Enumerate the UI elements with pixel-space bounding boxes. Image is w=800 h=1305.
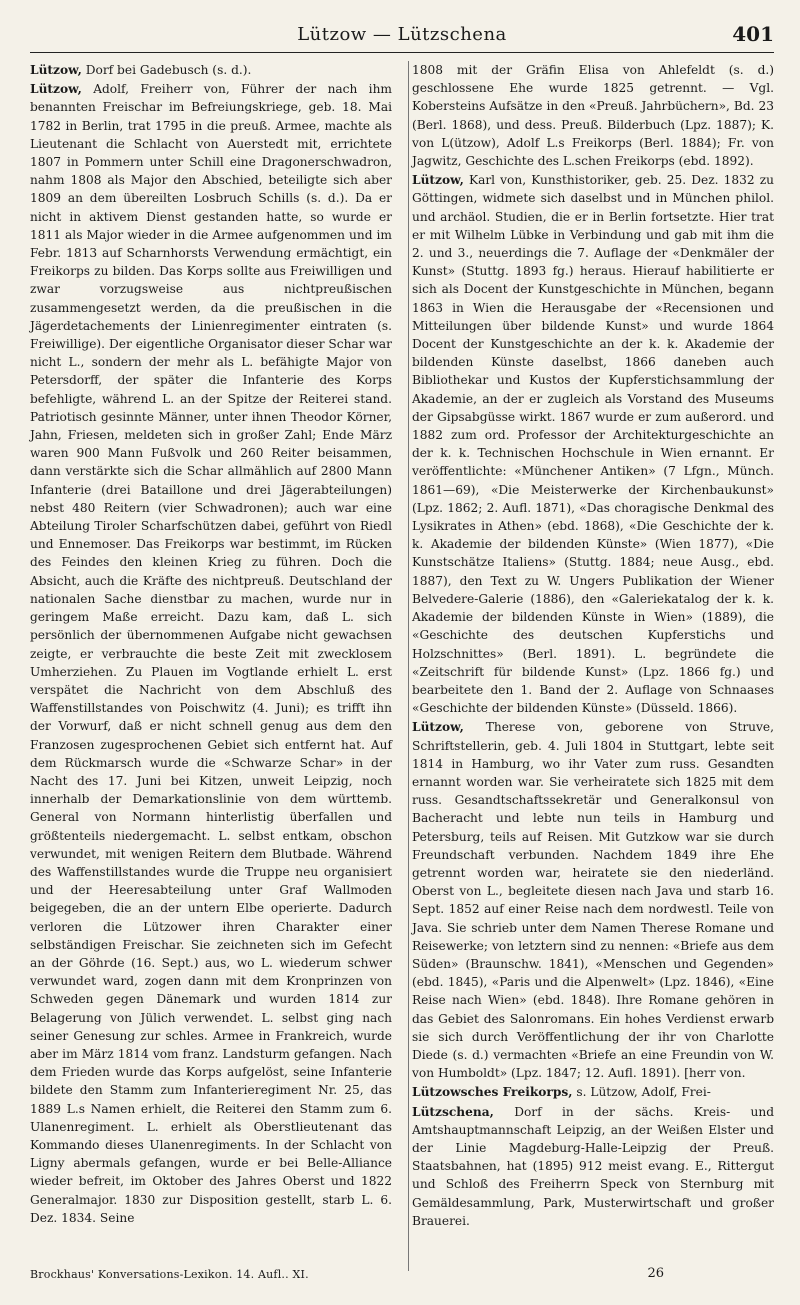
entry-paragraph [412, 1083, 774, 1101]
entry-text: Therese von, geborene von Struve, Schriftstellerin, geb. 4. Juli 1804 in Stuttgart, lebte seit 1814 in Hamburg, wo ihr Vater zum russ. Gesandten ernannt worden war. Sie verheiratete sich 1825 mit dem russ. Gesandtschaftssekretär und Generalkonsul von Bacheracht und lebte nun teils in Hamburg und Petersburg, teils auf Reisen. Mit Gutzkow war sie durch Freundschaft verbunden. Nachdem 1849 ihre Ehe getrennt worden war, heiratete sie den niederländ. Oberst von L., begleitete diesen nach Java und starb 16. Sept. 1852 auf einer Reise nach dem nordwestl. Teile von Java. Sie schrieb unter dem Namen Therese Romane und Reisewerke; von letztern sind zu nennen: «Briefe aus dem Süden» (Braunschw. 1841), «Menschen und Gegenden» (ebd. 1845), «Paris und die Alpenwelt» (Lpz. 1846), «Eine Reise nach Wien» (ebd. 1848). Ihre Romane gehören in das Gebiet des Salonromans. Ein hohes Verdienst erwarb sie sich durch Veröffentlichung der ihr von Charlotte Diede (s. d.) vermachten «Briefe an eine Freundin von W. von Humboldt» (Lpz. 1847; 12. Aufl. 1891). [herr von. [412, 720, 774, 1081]
entry-headword: Lützow, [412, 173, 464, 188]
right-column [412, 61, 774, 1230]
entry-text: Dorf in der sächs. Kreis- und Amtshauptmannschaft Leipzig, an der Weißen Elster und der Linie Magdeburg-Halle-Leipzig der Preuß. Staatsbahnen, hat (1895) 912 meist evang. E., Rittergut und Schloß des Freiherrn Speck von Sternburg mit Gemäldesammlung, Park, Musterwirtschaft und großer Brauerei. [412, 1104, 774, 1228]
entry-text: Dorf bei Gadebusch (s. d.). [81, 63, 252, 77]
column-divider [408, 61, 409, 1271]
entry-text: s. Lützow, Adolf, Frei- [572, 1085, 711, 1100]
entry-text: 1808 mit der Gräfin Elisa von Ahlefeldt (s. d.) geschlossene Ehe wurde 1825 getrennt. — Vgl. Kobersteins Aufsätze in den «Preuß. Jahrbüchern», Bd. 23 (Berl. 1868), und dess. Preuß. Bilderbuch (Lpz. 1887); K. von L(ützow), Adolf L.s Freikorps (Berl. 1884); Fr. von Jagwitz, Geschichte des L.schen Freikorps (ebd. 1892). [412, 63, 774, 169]
entry-paragraph [30, 61, 392, 79]
entry-headword: Lützow, [412, 720, 464, 735]
entry-text: Adolf, Freiherr von, Führer der nach ihm benannten Freischar im Befreiungskriege, geb. 18. Mai 1782 in Berlin, trat 1795 in die preuß. Armee, machte als Lieutenant die Schlacht von Auerstedt mit, errichtete 1807 in Pommern unter Schill eine Dragonerschwadron, nahm 1808 als Major den Abschied, beteiligte sich aber 1809 an dem übereilten Losbruch Schills (s. d.). Da er nicht in aktivem Dienst gestanden hatte, so wurde er 1811 als Major wieder in die Armee aufgenommen und im Febr. 1813 auf Scharnhorsts Verwendung ermächtigt, ein Freikorps zu bilden. Das Korps sollte aus Freiwilligen und zwar vorzugsweise aus nichtpreußischen zusammengesetzt werden, da die preußischen in die Jägerdetachements der Linienregimenter eintraten (s. Freiwillige). Der eigentliche Organisator dieser Schar war nicht L., sondern der mehr als L. befähigte Major von Petersdorff, der später die Infanterie des Korps befehligte, während L. an der Spitze der Reiterei stand. Patriotisch gesinnte Männer, unter ihnen Theodor Körner, Jahn, Friesen, meldeten sich in großer Zahl; Ende März waren 900 Mann Fußvolk und 260 Reiter beisammen, dann verstärkte sich die Schar allmählich auf 2800 Mann Infanterie (drei Bataillone und drei Jägerabteilungen) nebst 480 Reitern (vier Schwadronen); auch war eine Abteilung Tiroler Scharfschützen dabei, geführt von Riedl und Ennemoser. Das Freikorps war bestimmt, im Rücken des Feindes den kleinen Krieg zu führen. Doch die Absicht, auch die Kräfte des nichtpreuß. Deutschland der nationalen Sache dienstbar zu machen, wurde nur in geringem Maße erreicht. Dazu kam, daß L. sich persönlich der übernommenen Aufgabe nicht gewachsen zeigte, er verbrauchte die beste Zeit mit zwecklosem Umherziehen. Zu Plauen im Vogtlande erhielt L. erst verspätet die Nachricht von dem Abschluß des Waffenstillstandes von Poischwitz (4. Juni); es trifft ihn der Vorwurf, daß er nicht schnell genug aus dem den Franzosen zugesprochenen Gebiet sich entfernt hat. Auf dem Rückmarsch wurde die «Schwarze Schar» in der Nacht des 17. Juni bei Kitzen, unweit Leipzig, noch innerhalb der Demarkationslinie von dem württemb. General von Normann hinterlistig überfallen und größtenteils niedergemacht. L. selbst entkam, obschon verwundet, mit wenigen Reitern dem Blutbade. Während des Waffenstillstandes wurde die Truppe neu organisiert und der Heeresabteilung unter Graf Wallmoden beigegeben, die an der untern Elbe operierte. Dadurch verloren die Lützower ihren Charakter einer selbständigen Freischar. Sie zeichneten sich im Gefecht an der Göhrde (16. Sept.) aus, wo L. wiederum schwer verwundet ward, zogen dann mit dem Kronprinzen von Schweden gegen Dänemark und wurden 1814 zur Belagerung von Jülich verwendet. L. selbst ging nach seiner Genesung zur schles. Armee in Frankreich, wurde aber im März 1814 vom franz. Landsturm gefangen. Nach dem Frieden wurde das Korps aufgelöst, seine Infanterie bildete den Stamm zum Infanterieregiment Nr. 25, das 1889 L.s Namen erhielt, die Reiterei den Stamm zum 6. Ulanenregiment. L. erhielt als Oberstlieutenant das Kommando dieses Ulanenregiments. In der Schlacht von Ligny abermals gefangen, wurde er bei Belle-Alliance wieder befreit, im Oktober des Jahres Oberst und 1822 Generalmajor. 1830 zur Disposition gestellt, starb L. 6. Dez. 1834. Seine [30, 82, 392, 1225]
footer-signature: 26 [647, 1266, 664, 1281]
entry-headword: Lützow, [30, 82, 82, 97]
entry-paragraph [30, 80, 392, 1227]
entry-headword: Lützowsches Freikorps, [412, 1085, 573, 1100]
entry-paragraph [412, 171, 774, 717]
left-column [30, 61, 392, 1230]
page-footer [30, 1268, 774, 1288]
page-number: 401 [732, 22, 774, 46]
entry-text: Karl von, Kunsthistoriker, geb. 25. Dez. 1832 zu Göttingen, widmete sich daselbst und in München philol. und archäol. Studien, die er in Berlin fortsetzte. Hier trat er mit Wilhelm Lübke in Verbindung und gab mit ihm die 2. und 3., neuerdings die 7. Auflage der «Denkmäler der Kunst» (Stuttg. 1893 fg.) heraus. Hierauf habilitierte er sich als Docent der Kunstgeschichte in München, begann 1863 in Wien die Herausgabe der «Recensionen und Mitteilungen über bildende Kunst» und wurde 1864 Docent der Kunstgeschichte an der k. k. Akademie der bildenden Künste daselbst, 1866 daneben auch Bibliothekar und Kustos der Kupferstichsammlung der Akademie, an der er zugleich als Vorstand des Museums der Gipsabgüsse wirkt. 1867 wurde er zum außerord. und 1882 zum ord. Professor der Architekturgeschichte an der k. k. Technischen Hochschule in Wien ernannt. Er veröffentlichte: «Münchener Antiken» (7 Lfgn., Münch. 1861—69), «Die Meisterwerke der Kirchenbaukunst» (Lpz. 1862; 2. Aufl. 1871), «Das choragische Denkmal des Lysikrates in Athen» (ebd. 1868), «Die Geschichte der k. k. Akademie der bildenden Künste» (Wien 1877), «Die Kunstschätze Italiens» (Stuttg. 1884; neue Ausg., ebd. 1887), den Text zu W. Ungers Publikation der Wiener Belvedere-Galerie (1886), den «Galeriekatalog der k. k. Akademie der bildenden Künste in Wien» (1889), die «Geschichte des deutschen Kupferstichs und Holzschnittes» (Berl. 1891). L. begründete die «Zeitschrift für bildende Kunst» (Lpz. 1866 fg.) und bearbeitete den 1. Band der 2. Auflage von Schnaases «Geschichte der bildenden Künste» (Düsseld. 1866). [412, 173, 774, 716]
entry-headword: Lützschena, [412, 1104, 494, 1119]
entry-headword: Lützow, [30, 63, 82, 77]
text-columns [30, 61, 774, 1230]
entry-paragraph [412, 718, 774, 1082]
running-title: Lützow — Lützschena [297, 24, 507, 45]
footer-imprint: Brockhaus' Konversations-Lexikon. 14. Aufl.. XI. [30, 1268, 309, 1281]
entry-paragraph [412, 61, 774, 170]
running-header [30, 18, 774, 53]
entry-paragraph [412, 1103, 774, 1230]
